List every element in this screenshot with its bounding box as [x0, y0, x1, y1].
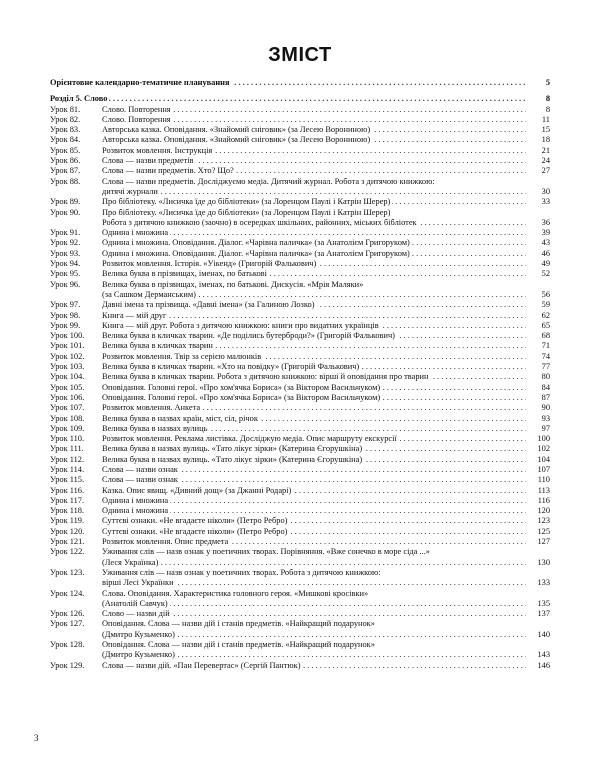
lesson-page-number: 90 — [541, 403, 550, 413]
lesson-page-number: 133 — [537, 578, 550, 588]
lesson-title: (Анатолій Савчук) . . . — [102, 599, 526, 609]
toc-row[interactable] — [50, 475, 550, 485]
toc-row[interactable] — [50, 331, 550, 341]
lesson-page-number: 125 — [537, 526, 550, 536]
lesson-title: Слова — назви предметів . . . — [102, 156, 526, 166]
toc-row[interactable] — [50, 341, 550, 351]
lesson-number: Урок 114. — [50, 464, 85, 474]
lesson-page-number: 24 — [541, 156, 550, 166]
toc-row[interactable] — [50, 290, 550, 300]
lesson-number: Урок 117. — [50, 495, 85, 505]
lesson-number: Урок 119. — [50, 516, 85, 526]
lesson-number: Урок 127. — [50, 619, 85, 629]
lesson-number: Урок 82. — [50, 114, 81, 124]
toc-intro-row[interactable] — [50, 78, 550, 88]
lesson-title: (Леся Українка) . . . — [102, 558, 526, 568]
lesson-page-number: 113 — [537, 485, 550, 495]
lesson-title: Оповідання. Слова — назви дій і станів предметів. «Найкращий подарунок» — [102, 640, 375, 650]
lesson-page-number: 80 — [541, 372, 550, 382]
toc-row[interactable] — [50, 599, 550, 609]
lesson-number: Урок 123. — [50, 567, 85, 577]
toc-row[interactable] — [50, 208, 550, 218]
lesson-title: Велика буква в назвах вулиць . . . — [102, 424, 526, 434]
lesson-page-number: 143 — [537, 650, 550, 660]
lesson-title: Про бібліотеку. «Лисичка їде до бібліотеки» (за Лоренцом Паулі і Катрін Шерер) — [102, 207, 391, 217]
lesson-page-number: 21 — [541, 145, 550, 155]
lesson-title: Суттєві ознаки. «Не вгадаєте ніколи» (Петро Ребро) . . . — [102, 527, 526, 537]
lesson-title: дитячі журнали . . . — [102, 187, 526, 197]
toc-row[interactable] — [50, 558, 550, 568]
lesson-number: Урок 102. — [50, 351, 85, 361]
lesson-page-number: 33 — [541, 197, 550, 207]
toc-row[interactable] — [50, 516, 550, 526]
lesson-title: Велика буква в кличках тварин . . . — [102, 341, 526, 351]
lesson-number: Урок 124. — [50, 588, 85, 598]
lesson-title: Велика буква в кличках тварин. «Де поділись бутерброди?» (Григорій Фалькович) . . . — [102, 331, 526, 341]
lesson-number: Урок 83. — [50, 125, 81, 135]
lesson-page-number: 127 — [537, 537, 550, 547]
lesson-title: Слова — назви дій. «Пан Перевертас» (Сергій Пантюк) . . . — [102, 661, 526, 671]
lesson-title: (Дмитро Кузьменко) . . . — [102, 630, 526, 640]
lesson-number: Урок 122. — [50, 547, 85, 557]
lesson-title: Авторська казка. Оповідання. «Знайомий сніговик» (за Лесею Ворониною) . . . — [102, 125, 526, 135]
toc-section-row[interactable] — [50, 94, 550, 104]
toc-row[interactable] — [50, 362, 550, 372]
toc-row[interactable] — [50, 177, 550, 187]
lesson-page-number: 107 — [537, 464, 550, 474]
toc-row[interactable] — [50, 619, 550, 629]
lesson-page-number: 97 — [541, 423, 550, 433]
lesson-number: Урок 101. — [50, 341, 85, 351]
lesson-page-number: 71 — [541, 341, 550, 351]
lesson-number: Урок 111. — [50, 444, 84, 454]
lesson-number: Урок 85. — [50, 145, 81, 155]
toc-row[interactable] — [50, 527, 550, 537]
lesson-number: Урок 96. — [50, 279, 81, 289]
lesson-number: Урок 95. — [50, 269, 81, 279]
lesson-title: Однина і множина . . . — [102, 228, 526, 238]
toc-row[interactable] — [50, 125, 550, 135]
toc-section-page: 8 — [545, 94, 550, 104]
lesson-page-number: 116 — [537, 495, 550, 505]
lesson-number: Урок 112. — [50, 454, 85, 464]
lesson-title: Однина і множина . . . — [102, 496, 526, 506]
lesson-title: Слово. Повторення . . . — [102, 115, 526, 125]
page-title: ЗМІСТ — [268, 44, 332, 66]
lesson-number: Урок 84. — [50, 135, 81, 145]
lesson-number: Урок 89. — [50, 197, 81, 207]
lesson-title: Про бібліотеку. «Лисичка їде до бібліотеки» (за Лоренцом Паулі і Катрін Шерер) . . . — [102, 197, 526, 207]
lesson-number: Урок 105. — [50, 382, 85, 392]
lesson-number: Урок 87. — [50, 166, 81, 176]
toc-row[interactable] — [50, 609, 550, 619]
lesson-page-number: 110 — [537, 475, 550, 485]
toc-row[interactable] — [50, 444, 550, 454]
toc-row[interactable] — [50, 197, 550, 207]
lesson-title: Казка. Опис явищ. «Дивний дощ» (за Джанні Родарі) . . . — [102, 486, 526, 496]
toc-row[interactable] — [50, 115, 550, 125]
lesson-title: Однина і множина. Оповідання. Діалог. «Чарівна паличка» (за Анатолієм Григоруком) . . . — [102, 249, 526, 259]
toc-intro-text: Орієнтовне календарно-тематичне планування . . . — [50, 78, 526, 88]
lesson-title: Слова. Оповідання. Характеристика головного героя. «Мишкові кросівки» — [102, 588, 369, 598]
lesson-page-number: 8 — [545, 104, 550, 114]
toc-row[interactable] — [50, 311, 550, 321]
lesson-number: Урок 88. — [50, 176, 81, 186]
toc-row[interactable] — [50, 383, 550, 393]
toc-row[interactable] — [50, 228, 550, 238]
lesson-number: Урок 120. — [50, 526, 85, 536]
lesson-title: Слова — назви ознак . . . — [102, 475, 526, 485]
lesson-number: Урок 110. — [50, 434, 85, 444]
toc-row[interactable] — [50, 650, 550, 660]
lesson-page-number: 27 — [541, 166, 550, 176]
lesson-title: вірші Лесі Українки . . . — [102, 578, 526, 588]
lesson-title: Розвиток мовлення. Анкета . . . — [102, 403, 526, 413]
footer-page-number: 3 — [34, 733, 39, 743]
toc-row[interactable] — [50, 537, 550, 547]
lesson-title: Розвиток мовлення. Реклама листівка. Досліджую медіа. Опис маршруту екскурсії . . . — [102, 434, 526, 444]
lesson-number: Урок 100. — [50, 331, 85, 341]
lesson-page-number: 11 — [541, 114, 550, 124]
lesson-number: Урок 86. — [50, 156, 81, 166]
lesson-number: Урок 115. — [50, 475, 85, 485]
lesson-page-number: 52 — [541, 269, 550, 279]
toc-row[interactable] — [50, 352, 550, 362]
lesson-page-number: 62 — [541, 310, 550, 320]
toc-row[interactable] — [50, 496, 550, 506]
lesson-number: Урок 109. — [50, 423, 85, 433]
lesson-page-number: 123 — [537, 516, 550, 526]
lesson-number: Урок 92. — [50, 238, 81, 248]
lesson-page-number: 59 — [541, 300, 550, 310]
lesson-number: Урок 129. — [50, 660, 85, 670]
lesson-title: Оповідання. Слова — назви дій і станів предметів. «Найкращий подарунок» — [102, 619, 375, 629]
lesson-title: Авторська казка. Оповідання. «Знайомий сніговик» (за Лесею Ворониною) . . . — [102, 135, 526, 145]
lesson-title: Велика буква в назвах країн, міст, сіл, річок . . . — [102, 414, 526, 424]
lesson-title: Розвиток мовлення. Твір за серією малюнків . . . — [102, 352, 526, 362]
lesson-title: Суттєві ознаки. «Не вгадаєте ніколи» (Петро Ребро) . . . — [102, 516, 526, 526]
lesson-number: Урок 126. — [50, 609, 85, 619]
lesson-page-number: 15 — [541, 125, 550, 135]
lesson-title: Розвиток мовлення. Опис предмета . . . — [102, 537, 526, 547]
lesson-title: Велика буква в кличках тварин. «Хто на повідку» (Григорій Фалькович) . . . — [102, 362, 526, 372]
toc-row[interactable] — [50, 280, 550, 290]
toc-row[interactable] — [50, 372, 550, 382]
lesson-page-number: 120 — [537, 506, 550, 516]
lesson-number: Урок 116. — [50, 485, 85, 495]
lesson-number: Урок 107. — [50, 403, 85, 413]
toc-row[interactable] — [50, 589, 550, 599]
lesson-title: Слово. Повторення . . . — [102, 105, 526, 115]
lesson-title: Велика буква в прізвищах, іменах, по батькові. Дискусія. «Мрія Маляки» — [102, 279, 364, 289]
lesson-page-number: 65 — [541, 320, 550, 330]
lesson-number: Урок 93. — [50, 248, 81, 258]
toc-row[interactable] — [50, 146, 550, 156]
lesson-page-number: 36 — [541, 217, 550, 227]
toc-row[interactable] — [50, 630, 550, 640]
toc-row[interactable] — [50, 321, 550, 331]
lesson-page-number: 77 — [541, 362, 550, 372]
lesson-title: Велика буква в кличках тварин. Робота з дитячою книжкою: вірші й оповідання про тварин . . . — [102, 372, 526, 382]
lesson-title: Уживання слів — назв ознак у поетичних творах. Порівняння. «Вже сонечко в море сіда ...» — [102, 547, 430, 557]
lesson-title: Велика буква в прізвищах, іменах, по батькові . . . — [102, 269, 526, 279]
lesson-title: Уживання слів — назв ознак у поетичних творах. Робота з дитячою книжкою: — [102, 567, 381, 577]
toc-row[interactable] — [50, 434, 550, 444]
toc-row[interactable] — [50, 414, 550, 424]
lesson-title: Однина і множина. Оповідання. Діалог. «Чарівна паличка» (за Анатолієм Григоруком) . . . — [102, 238, 526, 248]
lesson-number: Урок 91. — [50, 228, 81, 238]
lesson-page-number: 137 — [537, 609, 550, 619]
lesson-title: Велика буква в назвах вулиць. «Тато лікує зірки» (Катерина Єгорушкіна) . . . — [102, 455, 526, 465]
lesson-title: Розвиток мовлення. Історія. «Уікенд» (Григорій Фалькович) . . . — [102, 259, 526, 269]
lesson-number: Урок 121. — [50, 537, 85, 547]
lesson-page-number: 93 — [541, 413, 550, 423]
lesson-page-number: 18 — [541, 135, 550, 145]
lesson-number: Урок 94. — [50, 259, 81, 269]
lesson-title: (за Сашком Дерманським) . . . — [102, 290, 526, 300]
lesson-title: Давні імена та прізвища. «Давні імена» (за Галиною Лозко) . . . — [102, 300, 526, 310]
toc-row[interactable] — [50, 166, 550, 176]
toc-row[interactable] — [50, 661, 550, 671]
lesson-title: Оповідання. Головні герої. «Про хом'ячка Бориса» (за Віктором Васильчуком) . . . — [102, 393, 526, 403]
toc-row[interactable] — [50, 547, 550, 557]
lesson-page-number: 146 — [537, 660, 550, 670]
lesson-title: Книга — мій друг. Робота з дитячою книжкою: книги про видатних українців . . . — [102, 321, 526, 331]
lesson-number: Урок 118. — [50, 506, 85, 516]
lesson-page-number: 104 — [537, 454, 550, 464]
toc-row[interactable] — [50, 187, 550, 197]
lesson-page-number: 135 — [537, 598, 550, 608]
lesson-title: (Дмитро Кузьменко) . . . — [102, 650, 526, 660]
toc-row[interactable] — [50, 506, 550, 516]
lesson-page-number: 43 — [541, 238, 550, 248]
toc-row[interactable] — [50, 393, 550, 403]
lesson-number: Урок 97. — [50, 300, 81, 310]
toc-row[interactable] — [50, 218, 550, 228]
lesson-title: Слова — назви ознак . . . — [102, 465, 526, 475]
toc-row[interactable] — [50, 640, 550, 650]
lesson-title: Велика буква в назвах вулиць. «Тато лікує зірки» (Катерина Єгорушкіна) . . . — [102, 444, 526, 454]
lesson-page-number: 39 — [541, 228, 550, 238]
lesson-title: Робота з дитячою книжкою (заочно) в осередках шкільних, районних, міських бібліотек . . . — [102, 218, 526, 228]
toc-row[interactable] — [50, 135, 550, 145]
toc-row[interactable] — [50, 486, 550, 496]
toc-row[interactable] — [50, 105, 550, 115]
lesson-page-number: 74 — [541, 351, 550, 361]
lesson-page-number: 68 — [541, 331, 550, 341]
toc-row[interactable] — [50, 424, 550, 434]
lesson-page-number: 84 — [541, 382, 550, 392]
lesson-number: Урок 99. — [50, 320, 81, 330]
lesson-title: Книга — мій друг . . . — [102, 311, 526, 321]
lesson-page-number: 46 — [541, 248, 550, 258]
lesson-page-number: 130 — [537, 557, 550, 567]
lesson-page-number: 56 — [541, 289, 550, 299]
lesson-title: Розвиток мовлення. Інструкція . . . — [102, 146, 526, 156]
lesson-title: Оповідання. Головні герої. «Про хом'ячка Бориса» (за Віктором Васильчуком) . . . — [102, 383, 526, 393]
table-of-contents — [50, 78, 550, 671]
lesson-number: Урок 103. — [50, 362, 85, 372]
lesson-page-number: 30 — [541, 186, 550, 196]
lesson-number: Урок 90. — [50, 207, 81, 217]
toc-row[interactable] — [50, 455, 550, 465]
toc-row[interactable] — [50, 249, 550, 259]
toc-intro-page: 5 — [545, 78, 550, 87]
toc-row[interactable] — [50, 300, 550, 310]
lesson-number: Урок 81. — [50, 104, 81, 114]
lesson-number: Урок 98. — [50, 310, 81, 320]
lesson-title: Слова — назви предметів. Досліджуємо медіа. Дитячий журнал. Робота з дитячою книжкою: — [102, 176, 435, 186]
toc-row[interactable] — [50, 403, 550, 413]
toc-lesson-list — [50, 105, 550, 671]
toc-row[interactable] — [50, 269, 550, 279]
toc-row[interactable] — [50, 156, 550, 166]
toc-section-text: Розділ 5. Слово . . . — [50, 94, 526, 104]
lesson-page-number: 87 — [541, 392, 550, 402]
lesson-page-number: 140 — [537, 629, 550, 639]
toc-row[interactable] — [50, 578, 550, 588]
toc-row[interactable] — [50, 568, 550, 578]
lesson-page-number: 100 — [537, 434, 550, 444]
lesson-number: Урок 106. — [50, 392, 85, 402]
lesson-number: Урок 108. — [50, 413, 85, 423]
lesson-page-number: 102 — [537, 444, 550, 454]
toc-row[interactable] — [50, 238, 550, 248]
lesson-title: Однина і множина . . . — [102, 506, 526, 516]
lesson-title: Слово — назви дій . . . — [102, 609, 526, 619]
toc-row[interactable] — [50, 259, 550, 269]
lesson-number: Урок 104. — [50, 372, 85, 382]
lesson-number: Урок 128. — [50, 640, 85, 650]
toc-row[interactable] — [50, 465, 550, 475]
lesson-page-number: 49 — [541, 259, 550, 269]
lesson-title: Слова — назви предметів. Хто? Що? . . . — [102, 166, 526, 176]
